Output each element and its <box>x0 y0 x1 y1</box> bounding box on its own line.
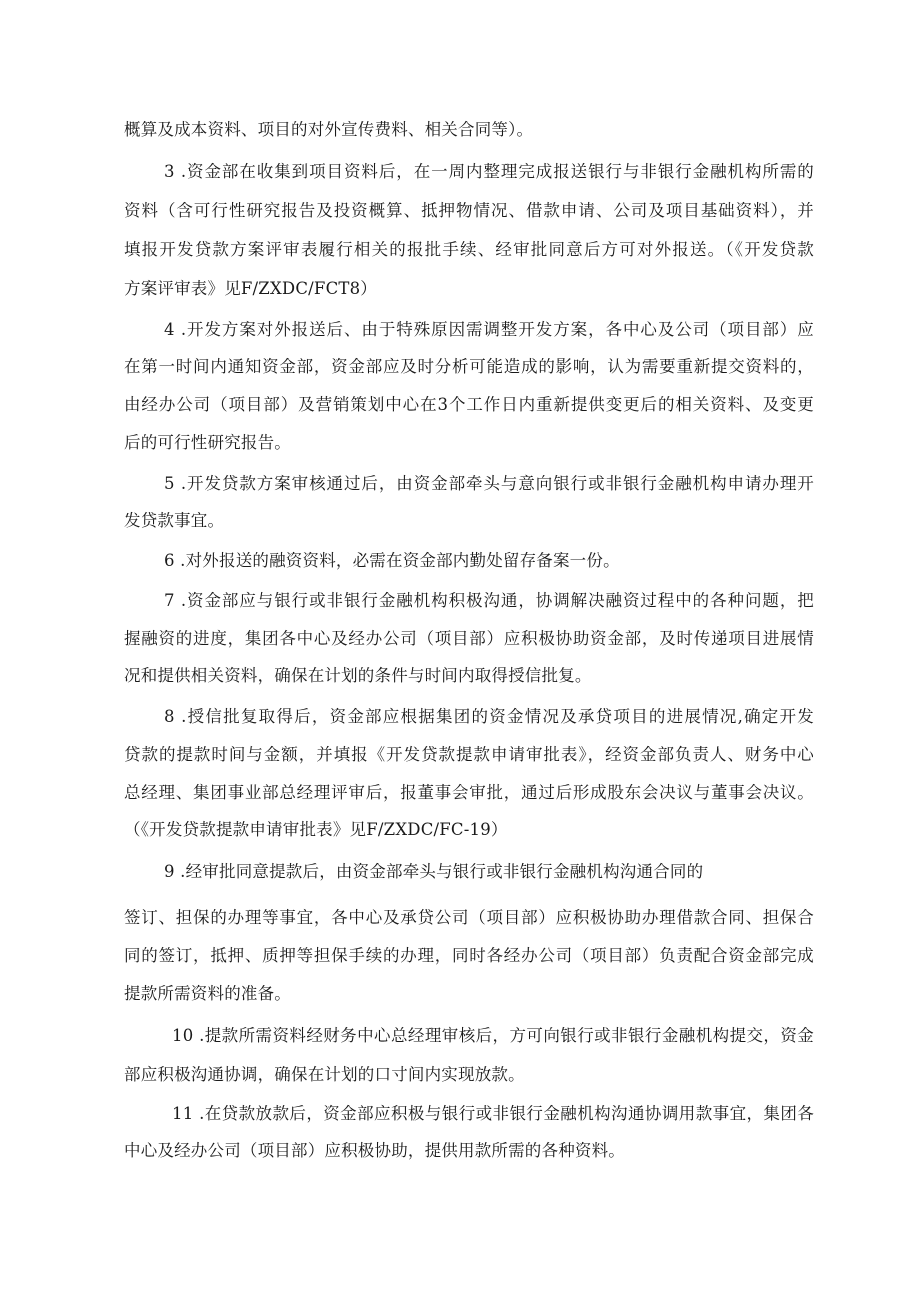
paragraph-line: 部应积极沟通协调，确保在计划的口寸间内实现放款。 <box>124 1065 525 1084</box>
paragraph-line: 3 .资金部在收集到项目资料后，在一周内整理完成报送银行与非银行金融机构所需的 <box>164 162 814 181</box>
paragraph-line: 发贷款事宜。 <box>124 511 225 530</box>
paragraph-line: 5 .开发贷款方案审核通过后，由资金部牵头与意向银行或非银行金融机构申请办理开 <box>164 474 814 493</box>
paragraph-line: 9 .经审批同意提款后，由资金部牵头与银行或非银行金融机构沟通合同的 <box>164 862 704 881</box>
paragraph-line: 4 .开发方案对外报送后、由于特殊原因需调整开发方案，各中心及公司（项目部）应 <box>164 320 814 339</box>
paragraph-line: 在第一时间内通知资金部，资金部应及时分析可能造成的影响，认为需要重新提交资料的， <box>124 357 814 376</box>
paragraph-line: 7 .资金部应与银行或非银行金融机构积极沟通，协调解决融资过程中的各种问题，把 <box>164 591 814 610</box>
paragraph-line: 签订、担保的办理等事宜，各中心及承贷公司（项目部）应积极协助办理借款合同、担保合 <box>124 908 814 927</box>
paragraph-line: 资料（含可行性研究报告及投资概算、抵押物情况、借款申请、公司及项目基础资料），并 <box>124 201 814 220</box>
paragraph-line: 由经办公司（项目部）及营销策划中心在3个工作日内重新提供变更后的相关资料、及变更 <box>124 395 814 414</box>
paragraph-line: 中心及经办公司（项目部）应积极协助，提供用款所需的各种资料。 <box>124 1141 625 1160</box>
paragraph-line: 况和提供相关资料，确保在计划的条件与时间内取得授信批复。 <box>124 666 592 685</box>
paragraph-line: 贷款的提款时间与金额，并填报《开发贷款提款申请审批表》，经资金部负责人、财务中心 <box>124 745 814 764</box>
paragraph-line: 方案评审表》见F/ZXDC/FCT8） <box>124 279 378 298</box>
paragraph-line: 10 .提款所需资料经财务中心总经理审核后，方可向银行或非银行金融机构提交，资金 <box>172 1026 814 1045</box>
paragraph-line: 填报开发贷款方案评审表履行相关的报批手续、经审批同意后方可对外报送。（《开发贷款 <box>124 240 814 259</box>
paragraph-line: 8 .授信批复取得后，资金部应根据集团的资金情况及承贷项目的进展情况,确定开发 <box>164 707 814 726</box>
paragraph-line: 11 .在贷款放款后，资金部应积极与银行或非银行金融机构沟通协调用款事宜，集团各 <box>172 1104 814 1123</box>
paragraph-line: （《开发贷款提款申请审批表》见F/ZXDC/FC-19） <box>124 820 508 839</box>
paragraph-line: 总经理、集团事业部总经理评审后，报董事会审批，通过后形成股东会决议与董事会决议。 <box>124 783 814 802</box>
paragraph-line: 提款所需资料的准备。 <box>124 984 291 1003</box>
paragraph-line: 同的签订，抵押、质押等担保手续的办理，同时各经办公司（项目部）负责配合资金部完成 <box>124 946 814 965</box>
paragraph-line: 握融资的进度，集团各中心及经办公司（项目部）应积极协助资金部，及时传递项目进展情 <box>124 629 814 648</box>
paragraph-line: 概算及成本资料、项目的对外宣传费料、相关合同等）。 <box>124 120 534 139</box>
paragraph-line: 6 .对外报送的融资资料，必需在资金部内勤处留存备案一份。 <box>164 551 620 570</box>
paragraph-line: 后的可行性研究报告。 <box>124 433 291 452</box>
